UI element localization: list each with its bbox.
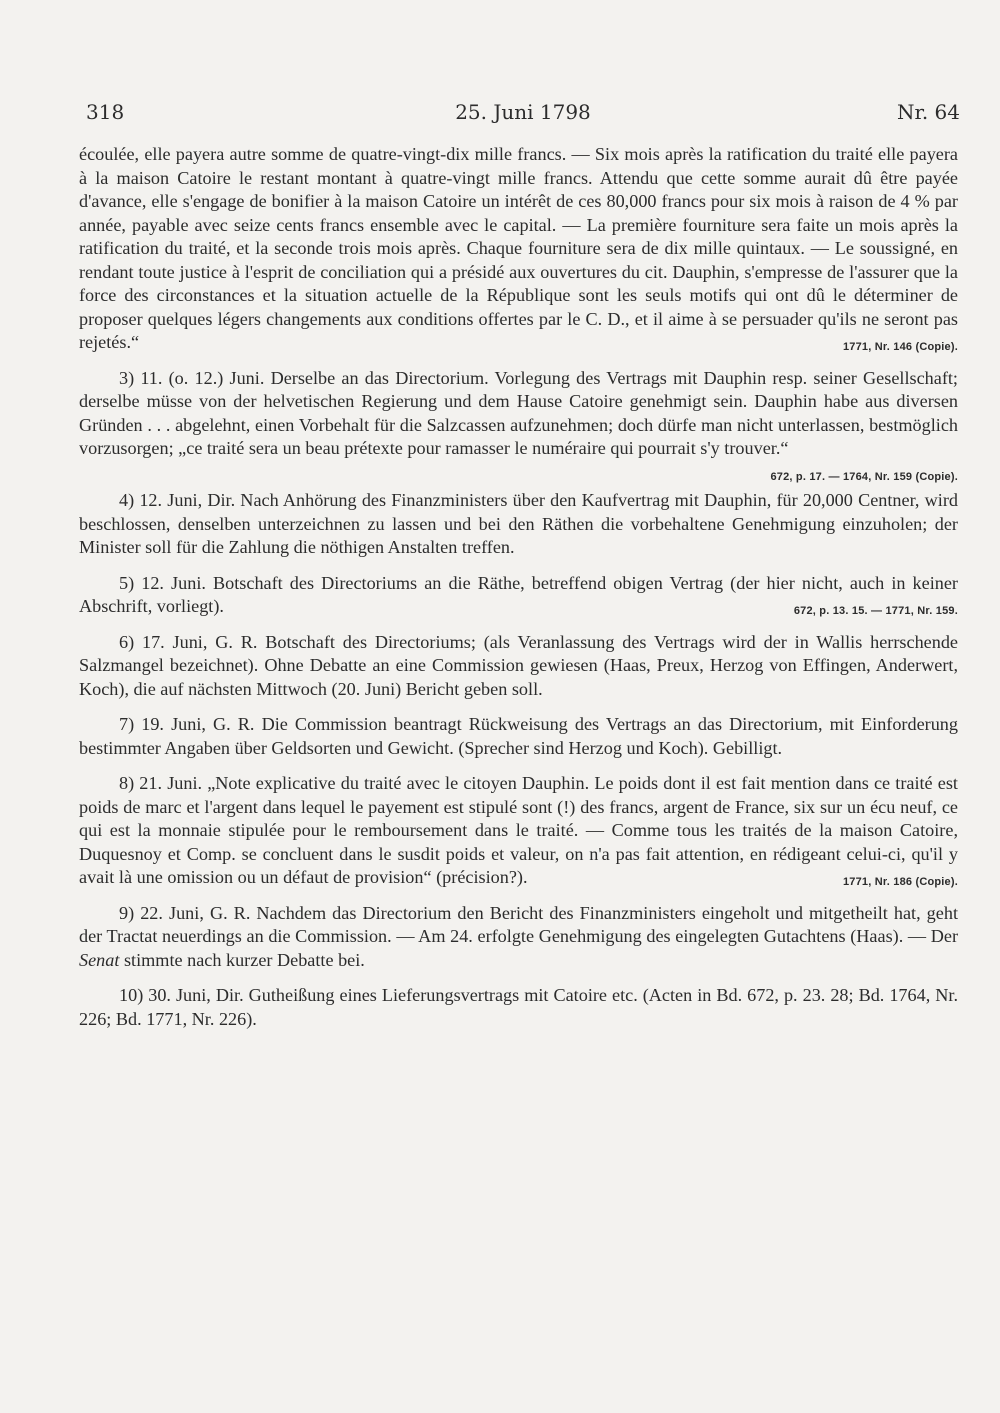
paragraph-entry-6 (79, 631, 958, 702)
paragraph-text: stimmte nach kurzer Debatte bei. (119, 949, 365, 970)
paragraph-entry-5 (79, 572, 958, 619)
archive-reference: 672, p. 13. 15. — 1771, Nr. 159. (793, 605, 958, 617)
paragraph-text: 10) 30. Juni, Dir. Gutheißung eines Lieferungsvertrags mit Catoire etc. (Acten in Bd. 672, p. 23. 28; Bd. 1764, Nr. 226; Bd. 1771, Nr. 226). (79, 985, 958, 1029)
paragraph-text: 9) 22. Juni, G. R. Nachdem das Directorium den Bericht des Finanzministers eingeholt und mitgetheilt hat, geht der Tractat neuerdings an die Commission. — Am 24. erfolgte Genehmigung des eingelegten Gutachtens (Haas). — Der (79, 902, 958, 946)
page-body (79, 143, 958, 1043)
archive-reference: 1771, Nr. 146 (Copie). (842, 341, 958, 353)
paragraph-entry-3 (79, 367, 958, 483)
paragraph-text: 7) 19. Juni, G. R. Die Commission beantragt Rückweisung des Vertrags an das Directorium, mit Einforderung bestimmter Angaben über Geldsorten und Gewicht. (Sprecher sind Herzog und Koch). Gebilligt. (79, 714, 958, 758)
archive-reference: 1771, Nr. 186 (Copie). (842, 876, 958, 888)
paragraph-entry-10 (79, 984, 958, 1031)
paragraph-entry-4 (79, 489, 958, 560)
archive-reference: 672, p. 17. — 1764, Nr. 159 (Copie). (770, 470, 958, 483)
page-header (86, 100, 960, 128)
paragraph-continuation (79, 143, 958, 355)
page-number: 318 (86, 100, 125, 124)
paragraph-text: 3) 11. (o. 12.) Juni. Derselbe an das Directorium. Vorlegung des Vertrags mit Dauphin resp. seiner Gesellschaft; derselbe müsse von der helvetischen Regierung und dem Hause Catoire genehmigt sein. Dauphin habe aus diversen Gründen . . . abgelehnt, einen Vorbehalt für die Salzcassen aufzunehmen; doch dürfe man nicht unterlassen, bestmöglich vorzusorgen; „ce traité sera un beau prétexte pour ramasser le numéraire qui pourrait s'y trouver.“ (79, 367, 958, 458)
paragraph-text: 4) 12. Juni, Dir. Nach Anhörung des Finanzministers über den Kaufvertrag mit Dauphin, für 20,000 Centner, wird beschlossen, denselben unterzeichnen zu lassen und bei den Räthen die vorbehaltene Genehmigung einzuholen; der Minister soll für die Zahlung die nöthigen Anstalten treffen. (79, 490, 958, 557)
header-date: 25. Juni 1798 (455, 100, 591, 124)
paragraph-text: 5) 12. Juni. Botschaft des Directoriums an die Räthe, betreffend obigen Vertrag (der hier nicht, auch in keiner Abschrift, vorliegt). (79, 572, 958, 616)
paragraph-text: 8) 21. Juni. „Note explicative du traité avec le citoyen Dauphin. Le poids dont il est fait mention dans ce traité est poids de marc et l'argent dans lequel le payement est stipulé sont (!) des francs, argent de France, six sur un écu neuf, ce qui est la monnaie stipulée pour le remboursement dans le traité. — Comme tous les traités de la maison Catoire, Duquesnoy et Comp. se concluent dans le susdit poids et valeur, on n'a pas fait attention, en rédigeant celui-ci, qu'il y avait là une omission ou un défaut de provision“ (précision?). (79, 773, 958, 887)
paragraph-text: 6) 17. Juni, G. R. Botschaft des Directoriums; (als Veranlassung des Vertrags wird der in Wallis herrschende Salzmangel bezeichnet). Ohne Debatte an eine Commission gewiesen (Haas, Preux, Herzog von Effingen, Anderwert, Koch), die auf nächsten Mittwoch (20. Juni) Bericht geben soll. (79, 631, 958, 699)
paragraph-text: écoulée, elle payera autre somme de quatre-vingt-dix mille francs. — Six mois après la ratification du traité elle payera à la maison Catoire le restant montant à quatre-vingt mille francs. Attendu que cette somme aurait dû être payée d'avance, elle s'engage de bonifier à la maison Catoire un intérêt de ces 80,000 francs pour six mois à raison de 4 % par année, payable avec seize cents francs ensemble avec le capital. — La première fourniture sera faite un mois après la ratification du traité, et la seconde trois mois après. Chaque fourniture sera de dix mille quintaux. — Le soussigné, en rendant toute justice à l'esprit de conciliation qui a présidé aux ouvertures du cit. Dauphin, s'empresse de l'assurer que la force des circonstances et la situation actuelle de la République sont les seuls motifs qui ont dû le déterminer de proposer quelques légers changements aux conditions offertes par le C. D., et il aime à se persuader qu'ils ne seront pas rejetés.“ (79, 144, 958, 352)
paragraph-entry-9 (79, 902, 958, 973)
emphasized-text: Senat (79, 949, 120, 970)
header-document-number: Nr. 64 (896, 100, 960, 124)
paragraph-entry-8 (79, 772, 958, 890)
paragraph-entry-7 (79, 713, 958, 760)
